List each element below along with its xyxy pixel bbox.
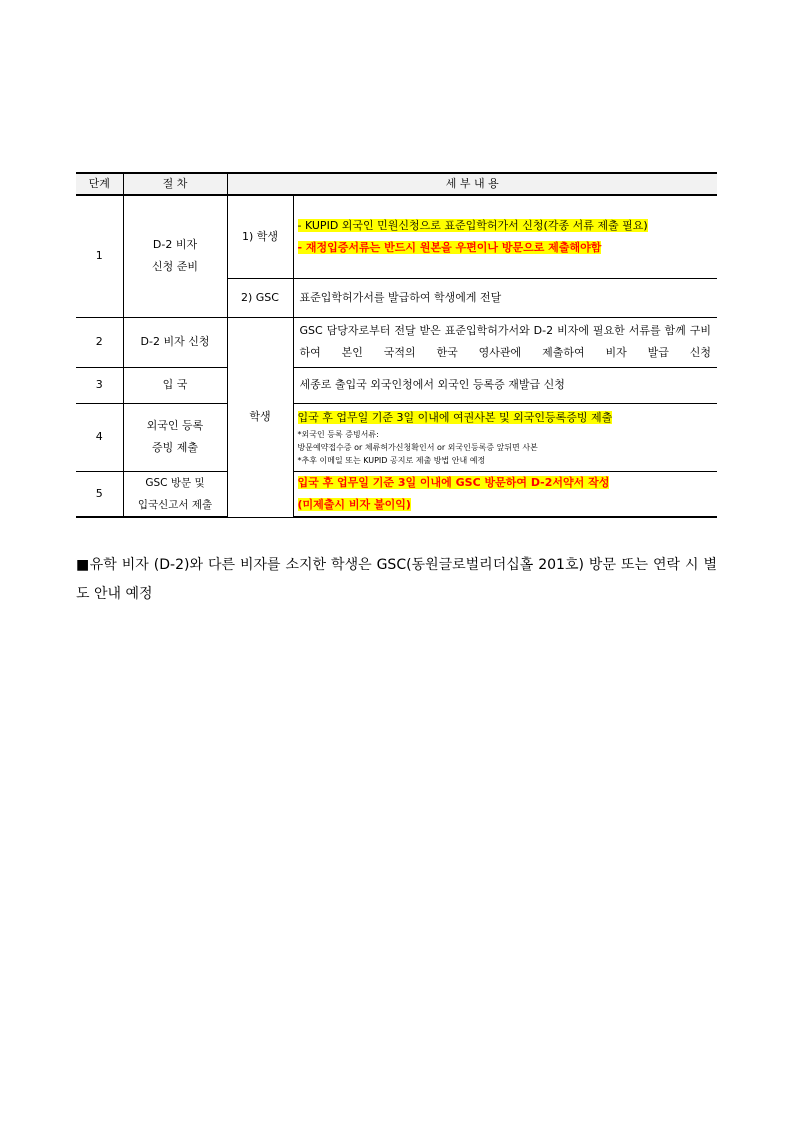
step-number: 1 — [76, 195, 123, 317]
sub-actor-student: 1) 학생 — [227, 195, 293, 278]
detail-cell — [293, 471, 717, 517]
step-number: 5 — [76, 471, 123, 517]
table-row — [76, 403, 717, 471]
warning-highlight: - 재정입증서류는 반드시 원본을 우편이나 방문으로 제출해야함 — [297, 240, 602, 254]
header-step: 단계 — [76, 173, 123, 195]
table-row — [76, 367, 717, 403]
detail-highlight: - KUPID 외국인 민원신청으로 표준입학허가서 신청(각종 서류 제출 필요) — [297, 218, 648, 232]
detail-note: *추후 이메일 또는 KUPID 공지로 제출 방법 안내 예정 — [297, 455, 486, 465]
detail-cell — [293, 195, 717, 278]
actor-student: 학생 — [227, 317, 293, 517]
table-row — [76, 195, 717, 278]
procedure-cell — [123, 195, 227, 317]
procedure-line: D-2 비자 — [152, 238, 198, 252]
detail-highlight: 입국 후 업무일 기준 3일 이내에 여권사본 및 외국인등록증빙 제출 — [297, 410, 613, 424]
procedure-line: 증빙 제출 — [151, 441, 198, 454]
header-procedure: 절 차 — [123, 173, 227, 195]
table-row — [76, 471, 717, 517]
procedure-table — [76, 172, 717, 518]
step-number: 3 — [76, 367, 123, 403]
procedure-cell: 입 국 — [123, 367, 227, 403]
warning-highlight: 입국 후 업무일 기준 3일 이내에 GSC 방문하여 D-2서약서 작성 — [297, 475, 610, 489]
detail-note: 방문예약접수증 or 체류허가신청확인서 or 외국인등록증 앞뒤면 사본 — [297, 442, 538, 452]
procedure-cell: D-2 비자 신청 — [123, 317, 227, 367]
visa-note: ■유학 비자 (D-2)와 다른 비자를 소지한 학생은 GSC(동원글로벌리더십홀 201호) 방문 또는 연락 시 별도 안내 예정 — [76, 557, 717, 602]
procedure-line: 신청 준비 — [151, 260, 198, 274]
detail-cell: GSC 담당자로부터 전달 받은 표준입학허가서와 D-2 비자에 필요한 서류를 함께 구비하여 본인 국적의 한국 영사관에 제출하여 비자 발급 신청 — [293, 317, 717, 367]
table-row — [76, 317, 717, 367]
procedure-cell — [123, 403, 227, 471]
step-number: 2 — [76, 317, 123, 367]
header-detail: 세 부 내 용 — [227, 173, 717, 195]
detail-cell: 세종로 출입국 외국인청에서 외국인 등록증 재발급 신청 — [293, 367, 717, 403]
table-header-row — [76, 173, 717, 195]
detail-cell: 표준입학허가서를 발급하여 학생에게 전달 — [293, 278, 717, 317]
warning-highlight: (미제출시 비자 불이익) — [297, 497, 411, 511]
procedure-line: GSC 방문 및 — [145, 476, 205, 489]
sub-actor-gsc: 2) GSC — [227, 278, 293, 317]
detail-note: *외국인 등록 증빙서류: — [297, 429, 379, 439]
procedure-cell — [123, 471, 227, 517]
detail-cell — [293, 403, 717, 471]
step-number: 4 — [76, 403, 123, 471]
procedure-line: 외국인 등록 — [146, 419, 204, 432]
procedure-line: 입국신고서 제출 — [137, 498, 213, 511]
